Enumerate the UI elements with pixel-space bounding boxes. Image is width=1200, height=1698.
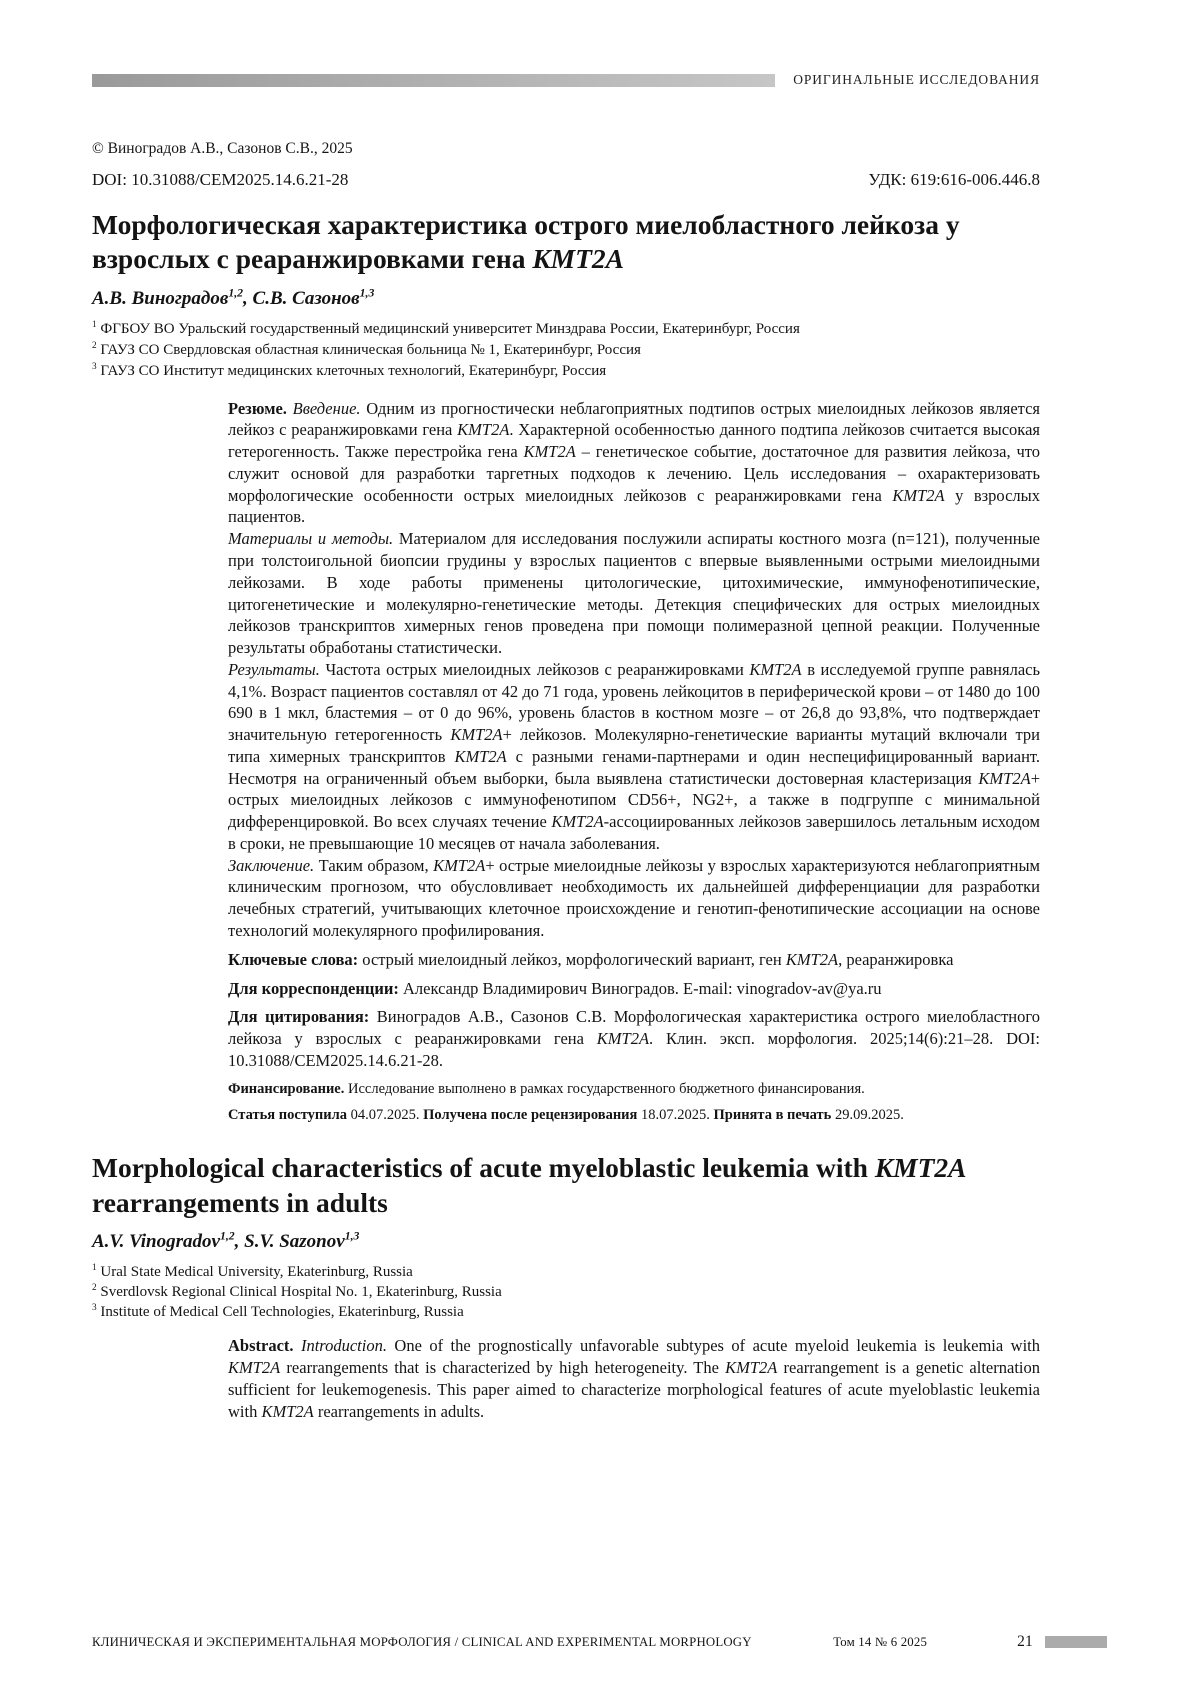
abstract-paragraph-materials: Материалы и методы. Материалом для исследования послужили аспираты костного мозга (n=121), полученные при толстоигольной биопсии грудины у взрослых пациентов с впервые выявленными острыми миелоидными лейкозами. В ходе работы применены цитологические, цитохимические, иммунофенотипические, цитогенетические и молекулярно-генетические методы. Детекция специфических для острых миелоидных лейкозов транскриптов химерных генов проведена при помощи полимеразной цепной реакции. Полученные результаты обработаны статистически. [228, 529, 1041, 658]
authors-en: A.V. Vinogradov$^{1,2}$, S.V. Sazonov$^{1,3}$ [92, 1229, 360, 1253]
abstract-paragraph-introduction: Резюме. Введение. Одним из прогностически неблагоприятных подтипов острых миелоидных лейкозов является лейкоз с реаранжировками гена KMT2A. Характерной особенностью данного подтипа лейкозов считается высокая гетерогенность. Также перестройка гена KMT2A – генетическое событие, достаточное для развития лейкоза, что служит основой для разработки таргетных подходов к лечению. Цель исследования – охарактеризовать морфологические особенности острых миелоидных лейкозов с реаранжировками гена KMT2A у взрослых пациентов. [228, 398, 1041, 527]
article-title-ru: Морфологическая характеристика острого миелобластного лейкоза у взрослых с реаранжировками гена KMT2A [92, 209, 960, 275]
copyright-line: © Виноградов А.В., Сазонов С.В., 2025 [92, 140, 353, 157]
footer-rule-bar [1045, 1636, 1107, 1648]
funding-line: Финансирование. Исследование выполнено в рамках государственного бюджетного финансирования. [228, 1080, 865, 1097]
affiliation-item: $^1$ Ural State Medical University, Ekaterinburg, Russia [92, 1263, 413, 1281]
citation-line: Для цитирования: Виноградов А.В., Сазонов С.В. Морфологическая характеристика острого миелобластного лейкоза у взрослых с реаранжировками гена KMT2A. Клин. эксп. морфология. 2025;14(6):21–28. DOI: 10.31088/CEM2025.14.6.21-28. [228, 1007, 1040, 1070]
meta-row [92, 170, 1040, 190]
article-title-en: Morphological characteristics of acute myeloblastic leukemia with KMT2A rearrangements in adults [92, 1152, 967, 1218]
affiliations-en [92, 1262, 1040, 1322]
correspondence-line: Для корреспонденции: Александр Владимирович Виноградов. E-mail: vinogradov-av@ya.ru [228, 978, 882, 998]
affiliation-item: $^2$ ГАУЗ СО Свердловская областная клиническая больница № 1, Екатеринбург, Россия [92, 341, 641, 359]
section-label: ОРИГИНАЛЬНЫЕ ИССЛЕДОВАНИЯ [793, 72, 1040, 87]
udk-text: УДК: 619:616-006.446.8 [868, 170, 1040, 189]
issue-info: Том 14 № 6 2025 [833, 1634, 928, 1649]
page-header [92, 0, 1040, 88]
affiliation-item: $^2$ Sverdlovsk Regional Clinical Hospital No. 1, Ekaterinburg, Russia [92, 1283, 502, 1301]
header-rule-bar [92, 74, 775, 87]
abstract-paragraph-en: Abstract. Introduction. One of the prognostically unfavorable subtypes of acute myeloid leukemia is leukemia with KMT2A rearrangements that is characterized by high heterogeneity. The KMT2A rearrangement is a genetic alternation sufficient for leukemogenesis. This paper aimed to characterize morphological features of acute myeloblastic leukemia with KMT2A rearrangements in adults. [228, 1336, 1040, 1421]
abstract-paragraph-results: Результаты. Частота острых миелоидных лейкозов с реаранжировками KMT2A в исследуемой группе равнялась 4,1%. Возраст пациентов составлял от 42 до 71 года, уровень лейкоцитов в периферической крови – от 1480 до 100 690 в 1 мкл, бластемия – от 0 до 96%, уровень бластов в костном мозге – от 26,8 до 93,8%, что подтверждает значительную гетерогенность KMT2A+ лейкозов. Молекулярно-генетические варианты мутаций включали три типа химерных транскриптов KMT2A с разными генами-партнерами и один неспецифицированный вариант. Несмотря на ограниченный объем выборки, была выявлена статистически достоверная кластеризация KMT2A+ острых миелоидных лейкозов с иммунофенотипом CD56+, NG2+, а также в подгруппе с минимальной дифференцировкой. Во всех случаях течение KMT2A-ассоциированных лейкозов завершилось летальным исходом в сроки, не превышающие 10 месяцев от начала заболевания. [228, 659, 1040, 853]
affiliation-item: $^3$ Institute of Medical Cell Technologies, Ekaterinburg, Russia [92, 1303, 464, 1321]
abstract-ru [228, 398, 1040, 1126]
doi-text: DOI: 10.31088/CEM2025.14.6.21-28 [92, 170, 349, 189]
abstract-paragraph-conclusion: Заключение. Таким образом, KMT2A+ острые миелоидные лейкозы у взрослых характеризуются неблагоприятным клиническим прогнозом, что обусловливает необходимость их дальнейшей дифференциации для разработки лечебных стратегий, учитывающих клеточное происхождение и генотип-фенотипические ассоциации на основе технологий молекулярного профилирования. [228, 855, 1040, 941]
keywords-line: Ключевые слова: острый миелоидный лейкоз, морфологический вариант, ген KMT2A, реаранжировка [228, 949, 954, 969]
affiliations-ru [92, 319, 1040, 383]
affiliation-item: $^1$ ФГБОУ ВО Уральский государственный медицинский университет Минздрава России, Екатеринбург, Россия [92, 319, 800, 337]
abstract-en [228, 1335, 1040, 1422]
article-dates-line: Статья поступила 04.07.2025. Получена после рецензирования 18.07.2025. Принята в печать 29.09.2025. [228, 1107, 904, 1124]
journal-name: КЛИНИЧЕСКАЯ И ЭКСПЕРИМЕНТАЛЬНАЯ МОРФОЛОГИЯ / CLINICAL AND EXPERIMENTAL MORPHOLOGY [92, 1634, 752, 1649]
affiliation-item: $^3$ ГАУЗ СО Институт медицинских клеточных технологий, Екатеринбург, Россия [92, 362, 607, 380]
page-number: 21 [1017, 1633, 1033, 1650]
authors-ru: А.В. Виноградов$^{1,2}$, С.В. Сазонов$^{1,3}$ [92, 286, 375, 309]
page-footer [92, 1633, 1107, 1651]
